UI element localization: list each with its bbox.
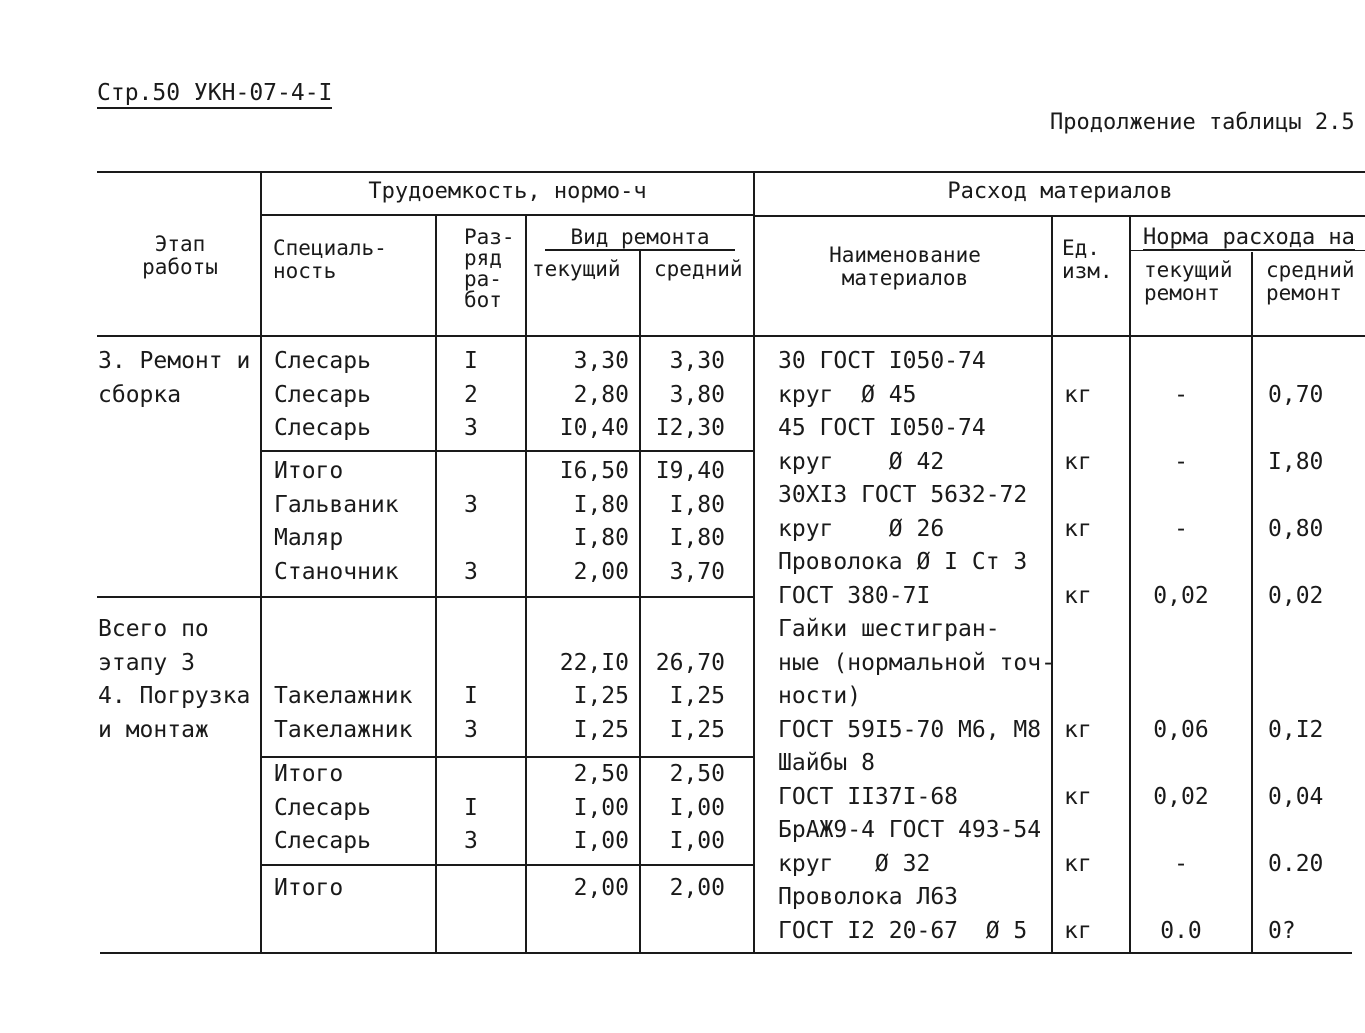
units-list: кг кг кг кг кг кг кг кг (1064, 381, 1092, 944)
norm-current-header: текущий ремонт (1144, 258, 1233, 305)
medium-header: средний (654, 257, 743, 281)
labor-header-rule (261, 214, 755, 216)
medium-block-1: 3,30 3,80 I2,30 (655, 348, 725, 441)
current-block-4: 2,50 I,00 I,00 (573, 761, 629, 854)
grade-block-1: I 2 3 (464, 348, 478, 441)
specialty-block-3: Такелажник Такелажник (274, 683, 413, 743)
col-divider-specialty (435, 214, 437, 954)
col-divider-stage (260, 171, 262, 954)
medium-block-5: 2,00 (669, 875, 725, 901)
current-block-3: 22,I0 I,25 I,25 (559, 649, 629, 743)
material-name-header: Наименование материалов (829, 243, 981, 290)
subtotal-rule-1 (261, 450, 755, 452)
current-block-5: 2,00 (573, 875, 629, 901)
table-top-rule (97, 171, 1365, 173)
current-block-2: I6,50 I,80 I,80 2,00 (559, 458, 629, 585)
specialty-block-1: Слесарь Слесарь Слесарь (274, 348, 371, 441)
header-bottom-rule (97, 335, 1365, 337)
norm-current-values: - - - 0,02 0,06 0,02 - 0.0 (1153, 381, 1209, 944)
specialty-block-2: Итого Гальваник Маляр Станочник (274, 458, 399, 585)
materials-list: 30 ГОСТ I050-74 круг Ø 45 45 ГОСТ I050-74 круг Ø 42 30ХI3 ГОСТ 5632-72 круг Ø 26 Проволока Ø I Ст 3 ГОСТ 380-7I Гайки шестигран- ные (нормальной точ- ности) ГОСТ 59I5-70 М6, М8 Шайбы 8 ГОСТ II37I-68 БрАЖ9-4 ГОСТ 493-54 круг Ø 32 Проволока Л63 ГОСТ I2 20-67 Ø 5 (778, 348, 1055, 944)
norm-medium-values: 0,70 I,80 0,80 0,02 0,I2 0,04 0.20 0? (1268, 381, 1324, 944)
norm-header: Норма расхода на (1143, 225, 1355, 250)
table-continuation-label: Продолжение таблицы 2.5 (1050, 110, 1355, 135)
col-divider-norm (1251, 252, 1253, 954)
stage-header: Этап работы (142, 232, 218, 279)
materials-header-rule (755, 215, 1365, 217)
current-header: текущий (532, 257, 621, 281)
unit-header: Ед. изм. (1062, 236, 1113, 283)
repair-type-header: Вид ремонта (545, 226, 735, 251)
page-reference: Стр.50 УКН-07-4-I (97, 80, 332, 109)
norm-medium-header: средний ремонт (1266, 258, 1355, 305)
specialty-header: Специаль- ность (273, 236, 387, 283)
grade-block-4: I 3 (464, 794, 478, 854)
medium-block-3: 26,70 I,25 I,25 (655, 649, 725, 743)
table-bottom-rule (100, 952, 1352, 954)
grade-header: Раз- ряд ра- бот (464, 225, 515, 312)
col-divider-labor (753, 171, 755, 954)
medium-block-4: 2,50 I,00 I,00 (669, 761, 725, 854)
grade-block-3: I 3 (464, 683, 478, 743)
grade-block-2: 3 3 (464, 491, 478, 585)
specialty-block-5: Итого (274, 875, 344, 901)
stage-column: 3. Ремонт и сборка Всего по этапу 3 4. Погрузка и монтаж (98, 348, 251, 743)
medium-block-2: I9,40 I,80 I,80 3,70 (655, 458, 725, 585)
subtotal-rule-3 (261, 864, 755, 866)
current-block-1: 3,30 2,80 I0,40 (559, 348, 629, 441)
specialty-block-4: Итого Слесарь Слесарь (274, 761, 371, 854)
labor-group-header: Трудоемкость, нормо-ч (368, 179, 647, 204)
materials-group-header: Расход материалов (947, 179, 1173, 204)
